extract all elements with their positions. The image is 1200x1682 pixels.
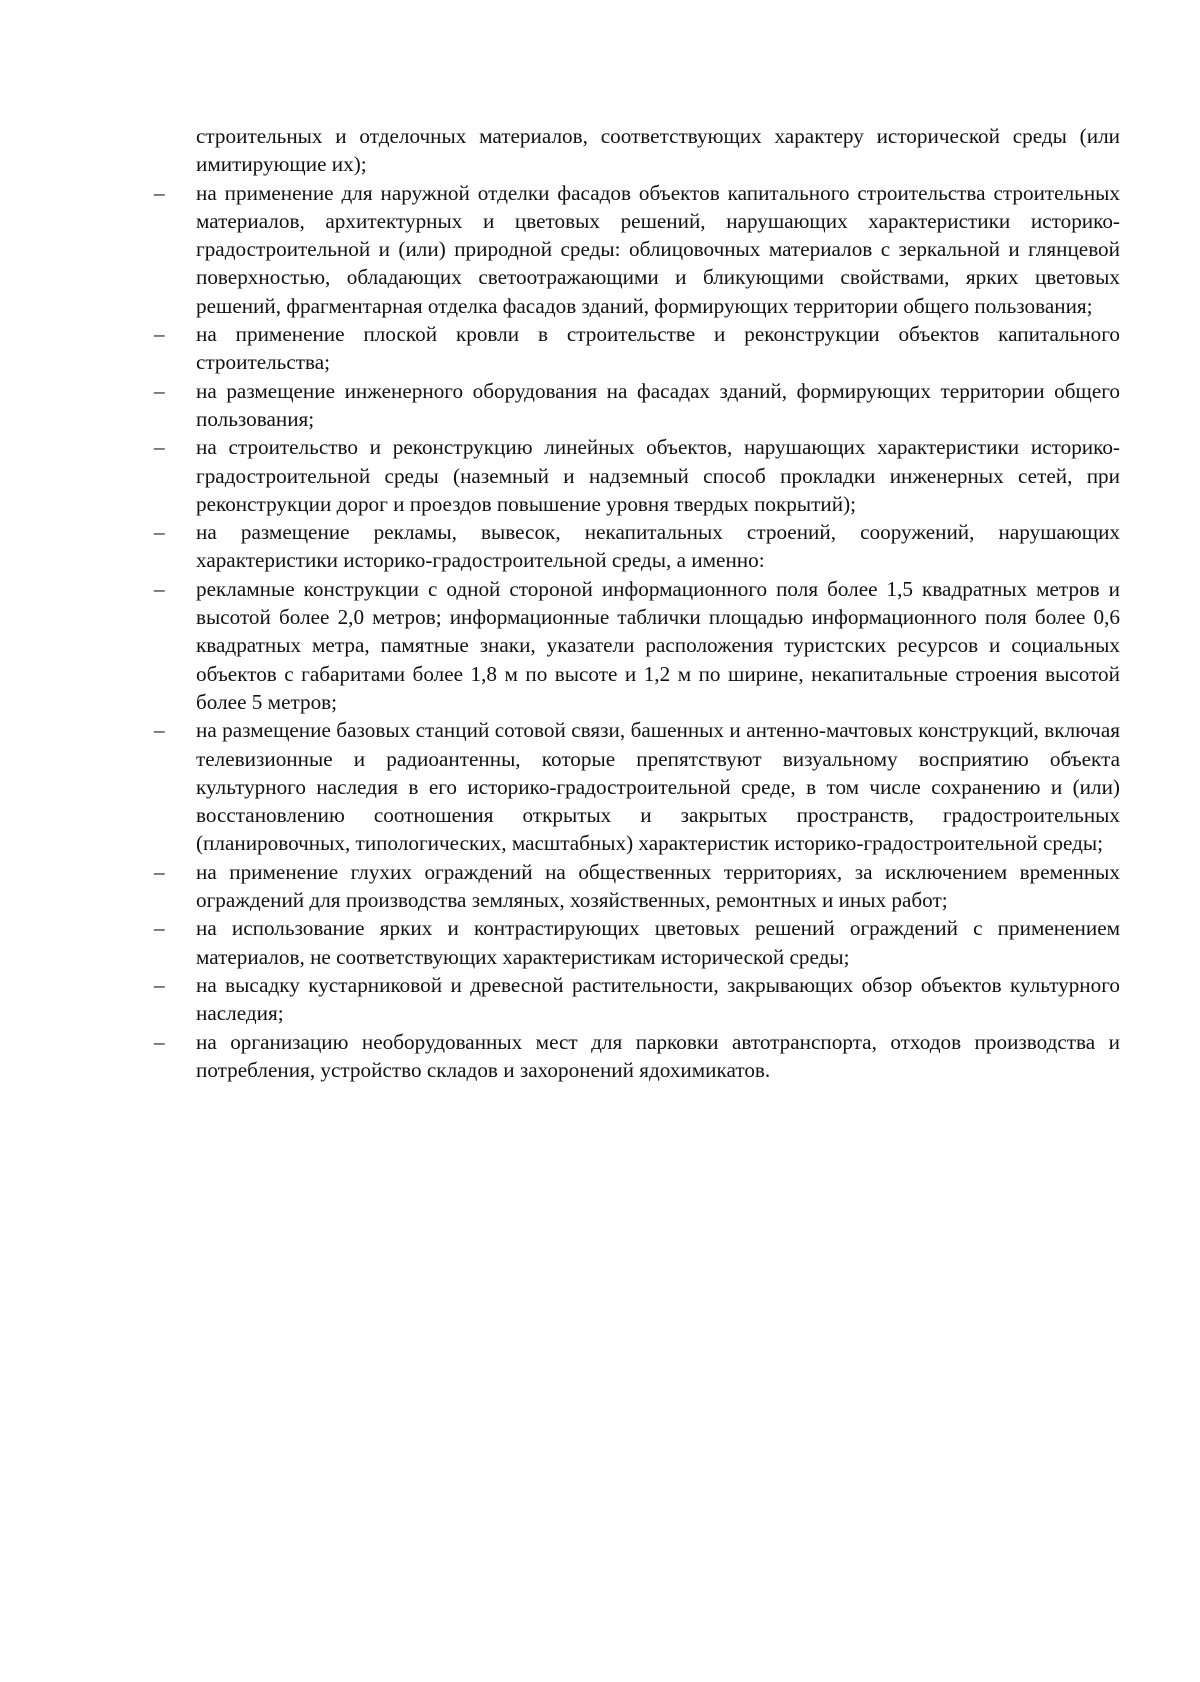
continuation-text: строительных и отделочных материалов, соответствующих характеру исторической среды (или имитирующие их); <box>196 124 1120 177</box>
list-item-text: на использование ярких и контрастирующих цветовых решений ограждений с применением материалов, не соответствующих характеристикам исторической среды; <box>196 916 1120 969</box>
list-item <box>154 914 1120 971</box>
list-item-text: на применение плоской кровли в строительстве и реконструкции объектов капитального строительства; <box>196 322 1120 375</box>
list-item-text: на размещение рекламы, вывесок, некапитальных строений, сооружений, нарушающих характеристики историко-градостроительной среды, а именно: <box>196 520 1120 573</box>
list-item <box>154 518 1120 575</box>
dash-marker: – <box>154 435 165 460</box>
dash-marker: – <box>154 718 165 743</box>
dash-marker: – <box>154 576 165 601</box>
dash-marker: – <box>154 322 165 347</box>
dash-marker: – <box>154 378 165 403</box>
list-item-text: на применение для наружной отделки фасадов объектов капитального строительства строительных материалов, архитектурных и цветовых решений, нарушающих характеристики историко-градостроительной и (или) природной среды: облицовочных материалов с зеркальной и глянцевой поверхностью, обладающих светоотражающими и бликующими свойствами, ярких цветовых решений, фрагментарная отделка фасадов зданий, формирующих территории общего пользования; <box>196 180 1120 318</box>
list-item <box>154 575 1120 716</box>
list-item <box>154 716 1120 857</box>
list-item <box>154 179 1120 320</box>
list-item-text: на применение глухих ограждений на общественных территориях, за исключением временных ограждений для производства земляных, хозяйственных, ремонтных и иных работ; <box>196 859 1120 913</box>
list-item-text: на организацию необорудованных мест для парковки автотранспорта, отходов производства и потребления, устройство складов и захоронений ядохимикатов. <box>196 1029 1120 1082</box>
list-item <box>154 433 1120 518</box>
list-item-text: на высадку кустарниковой и древесной растительности, закрывающих обзор объектов культурного наследия; <box>196 972 1120 1026</box>
list-item <box>154 858 1120 915</box>
continuation-paragraph <box>196 122 1120 179</box>
dash-marker: – <box>154 180 165 205</box>
dash-marker: – <box>154 1029 165 1054</box>
list-item <box>154 971 1120 1028</box>
dash-marker: – <box>154 859 165 884</box>
document-body <box>154 122 1120 1084</box>
dash-marker: – <box>154 520 165 545</box>
list-item-text: на размещение инженерного оборудования на фасадах зданий, формирующих территории общего пользования; <box>196 378 1120 431</box>
dash-marker: – <box>154 916 165 941</box>
list-item <box>154 1028 1120 1085</box>
list-item <box>154 377 1120 434</box>
list-item-text: на размещение базовых станций сотовой связи, башенных и антенно-мачтовых конструкций, включая телевизионные и радиоантенны, которые препятствуют визуальному восприятию объекта культурного наследия в его историко-градостроительной среде, в том числе сохранению и (или) восстановлению соотношения открытых и закрытых пространств, градостроительных (планировочных, типологических, масштабных) характеристик историко-градостроительной среды; <box>196 718 1120 856</box>
list-item-text: рекламные конструкции с одной стороной информационного поля более 1,5 квадратных метров и высотой более 2,0 метров; информационные таблички площадью информационного поля более 0,6 квадратных метра, памятные знаки, указатели расположения туристских ресурсов и социальных объектов с габаритами более 1,8 м по высоте и 1,2 м по ширине, некапитальные строения высотой более 5 метров; <box>196 576 1120 714</box>
list-item-text: на строительство и реконструкцию линейных объектов, нарушающих характеристики историко-градостроительной среды (наземный и надземный способ прокладки инженерных сетей, при реконструкции дорог и проездов повышение уровня твердых покрытий); <box>196 435 1120 516</box>
list-item <box>154 320 1120 377</box>
dash-marker: – <box>154 972 165 997</box>
